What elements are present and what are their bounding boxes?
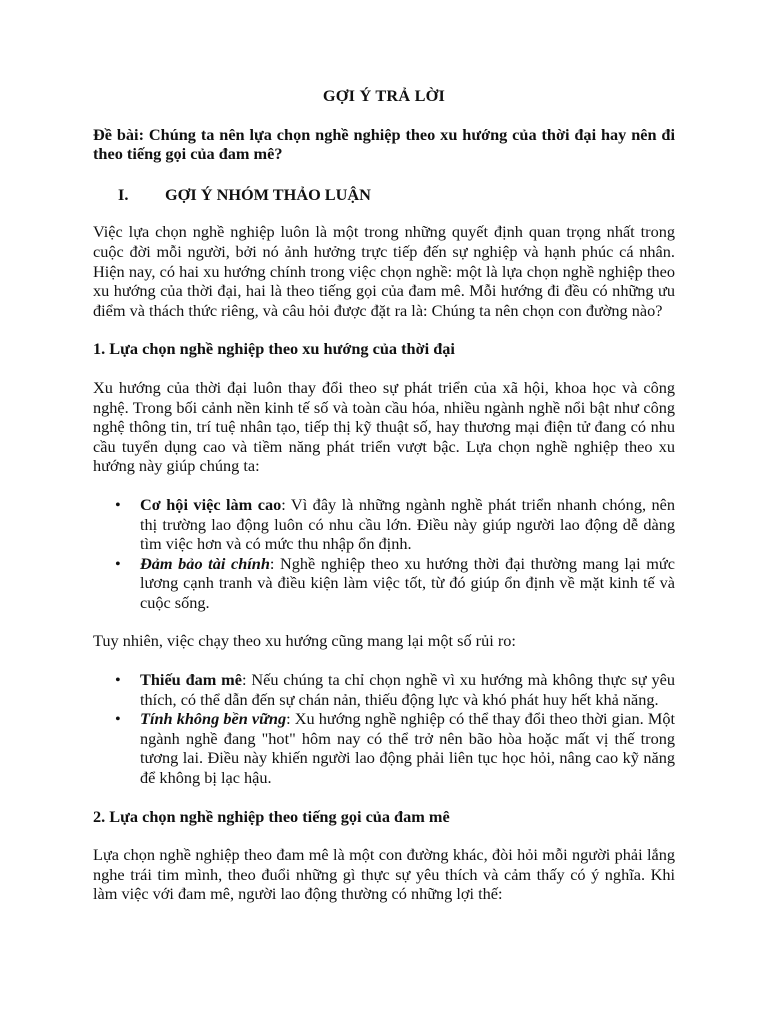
document-page — [93, 86, 675, 923]
bullet-icon: • — [115, 709, 121, 729]
document-title: GỢI Ý TRẢ LỜI — [322, 86, 446, 105]
list-item — [93, 709, 675, 787]
section-heading — [93, 185, 675, 205]
list-item — [93, 670, 675, 709]
list-item-term: Cơ hội việc làm cao — [140, 494, 282, 514]
list-item-text: : Vì đây là những ngành nghề phát triển nhanh chóng, nên thị trường lao động luôn có nhu cầu lớn. Điều này giúp người lao động dễ dàng tìm việc hơn và có mức thu nhập ổn định. — [140, 494, 676, 554]
bullet-icon: • — [115, 494, 121, 514]
benefits-list — [93, 495, 675, 613]
risk-intro-paragraph: Tuy nhiên, việc chạy theo xu hướng cũng mang lại một số rủi ro: — [93, 631, 516, 651]
list-item-text: : Nghề nghiệp theo xu hướng thời đại thường mang lại mức lương cạnh tranh và điều kiện làm việc tốt, từ đó giúp ổn định về mặt kinh tế và cuộc sống. — [140, 553, 675, 612]
list-item-term: Thiếu đam mê — [140, 670, 242, 690]
list-item-text: : Nếu chúng ta chỉ chọn nghề vì xu hướng mà không thực sự yêu thích, có thể dẫn đến sự chán nản, thiếu động lực và khó phát huy hết khả năng. — [140, 670, 675, 709]
section-number: I. — [118, 184, 129, 204]
list-item-term: Đảm bảo tài chính — [140, 553, 270, 573]
risks-list — [93, 670, 675, 788]
part2-heading: 2. Lựa chọn nghề nghiệp theo tiếng gọi của đam mê — [93, 806, 450, 826]
list-item — [93, 554, 675, 613]
section-title: GỢI Ý NHÓM THẢO LUẬN — [165, 184, 371, 204]
list-item-term: Tính không bền vững — [140, 709, 287, 729]
part2-paragraph: Lựa chọn nghề nghiệp theo đam mê là một con đường khác, đòi hỏi mỗi người phải lắng nghe trái tim mình, theo đuổi những gì thực sự yêu thích và cảm thấy có ý nghĩa. Khi làm việc với đam mê, người lao động thường có những lợi thế: — [93, 845, 675, 904]
intro-paragraph: Việc lựa chọn nghề nghiệp luôn là một trong những quyết định quan trọng nhất trong cuộc đời mỗi người, bởi nó ảnh hưởng trực tiếp đến sự nghiệp và hạnh phúc cá nhân. Hiện nay, có hai xu hướng chính trong việc chọn nghề: một là lựa chọn nghề nghiệp theo xu hướng của thời đại, hai là theo tiếng gọi của đam mê. Mỗi hướng đi đều có những ưu điểm và thách thức riêng, và câu hỏi được đặt ra là: Chúng ta nên chọn con đường nào? — [93, 222, 675, 320]
part1-paragraph: Xu hướng của thời đại luôn thay đổi theo sự phát triển của xã hội, khoa học và công nghệ. Trong bối cảnh nền kinh tế số và toàn cầu hóa, nhiều ngành nghề nổi bật như công nghệ thông tin, trí tuệ nhân tạo, tiếp thị kỹ thuật số, hay thương mại điện tử đang có nhu cầu tuyển dụng cao và tiềm năng phát triển vượt bậc. Lựa chọn nghề nghiệp theo xu hướng này giúp chúng ta: — [93, 377, 675, 476]
bullet-icon: • — [115, 553, 121, 573]
part1-heading: 1. Lựa chọn nghề nghiệp theo xu hướng của thời đại — [93, 339, 455, 359]
bullet-icon: • — [115, 670, 121, 690]
essay-prompt: Đề bài: Chúng ta nên lựa chọn nghề nghiệp theo xu hướng của thời đại hay nên đi theo tiếng gọi của đam mê? — [93, 124, 675, 164]
list-item — [93, 495, 675, 554]
list-item-text: : Xu hướng nghề nghiệp có thể thay đổi theo thời gian. Một ngành nghề đang "hot" hôm nay có thể trở nên bão hòa hoặc mất vị thế trong tương lai. Điều này khiến người lao động phải liên tục học hỏi, nâng cao kỹ năng để không bị lạc hậu. — [140, 709, 676, 788]
